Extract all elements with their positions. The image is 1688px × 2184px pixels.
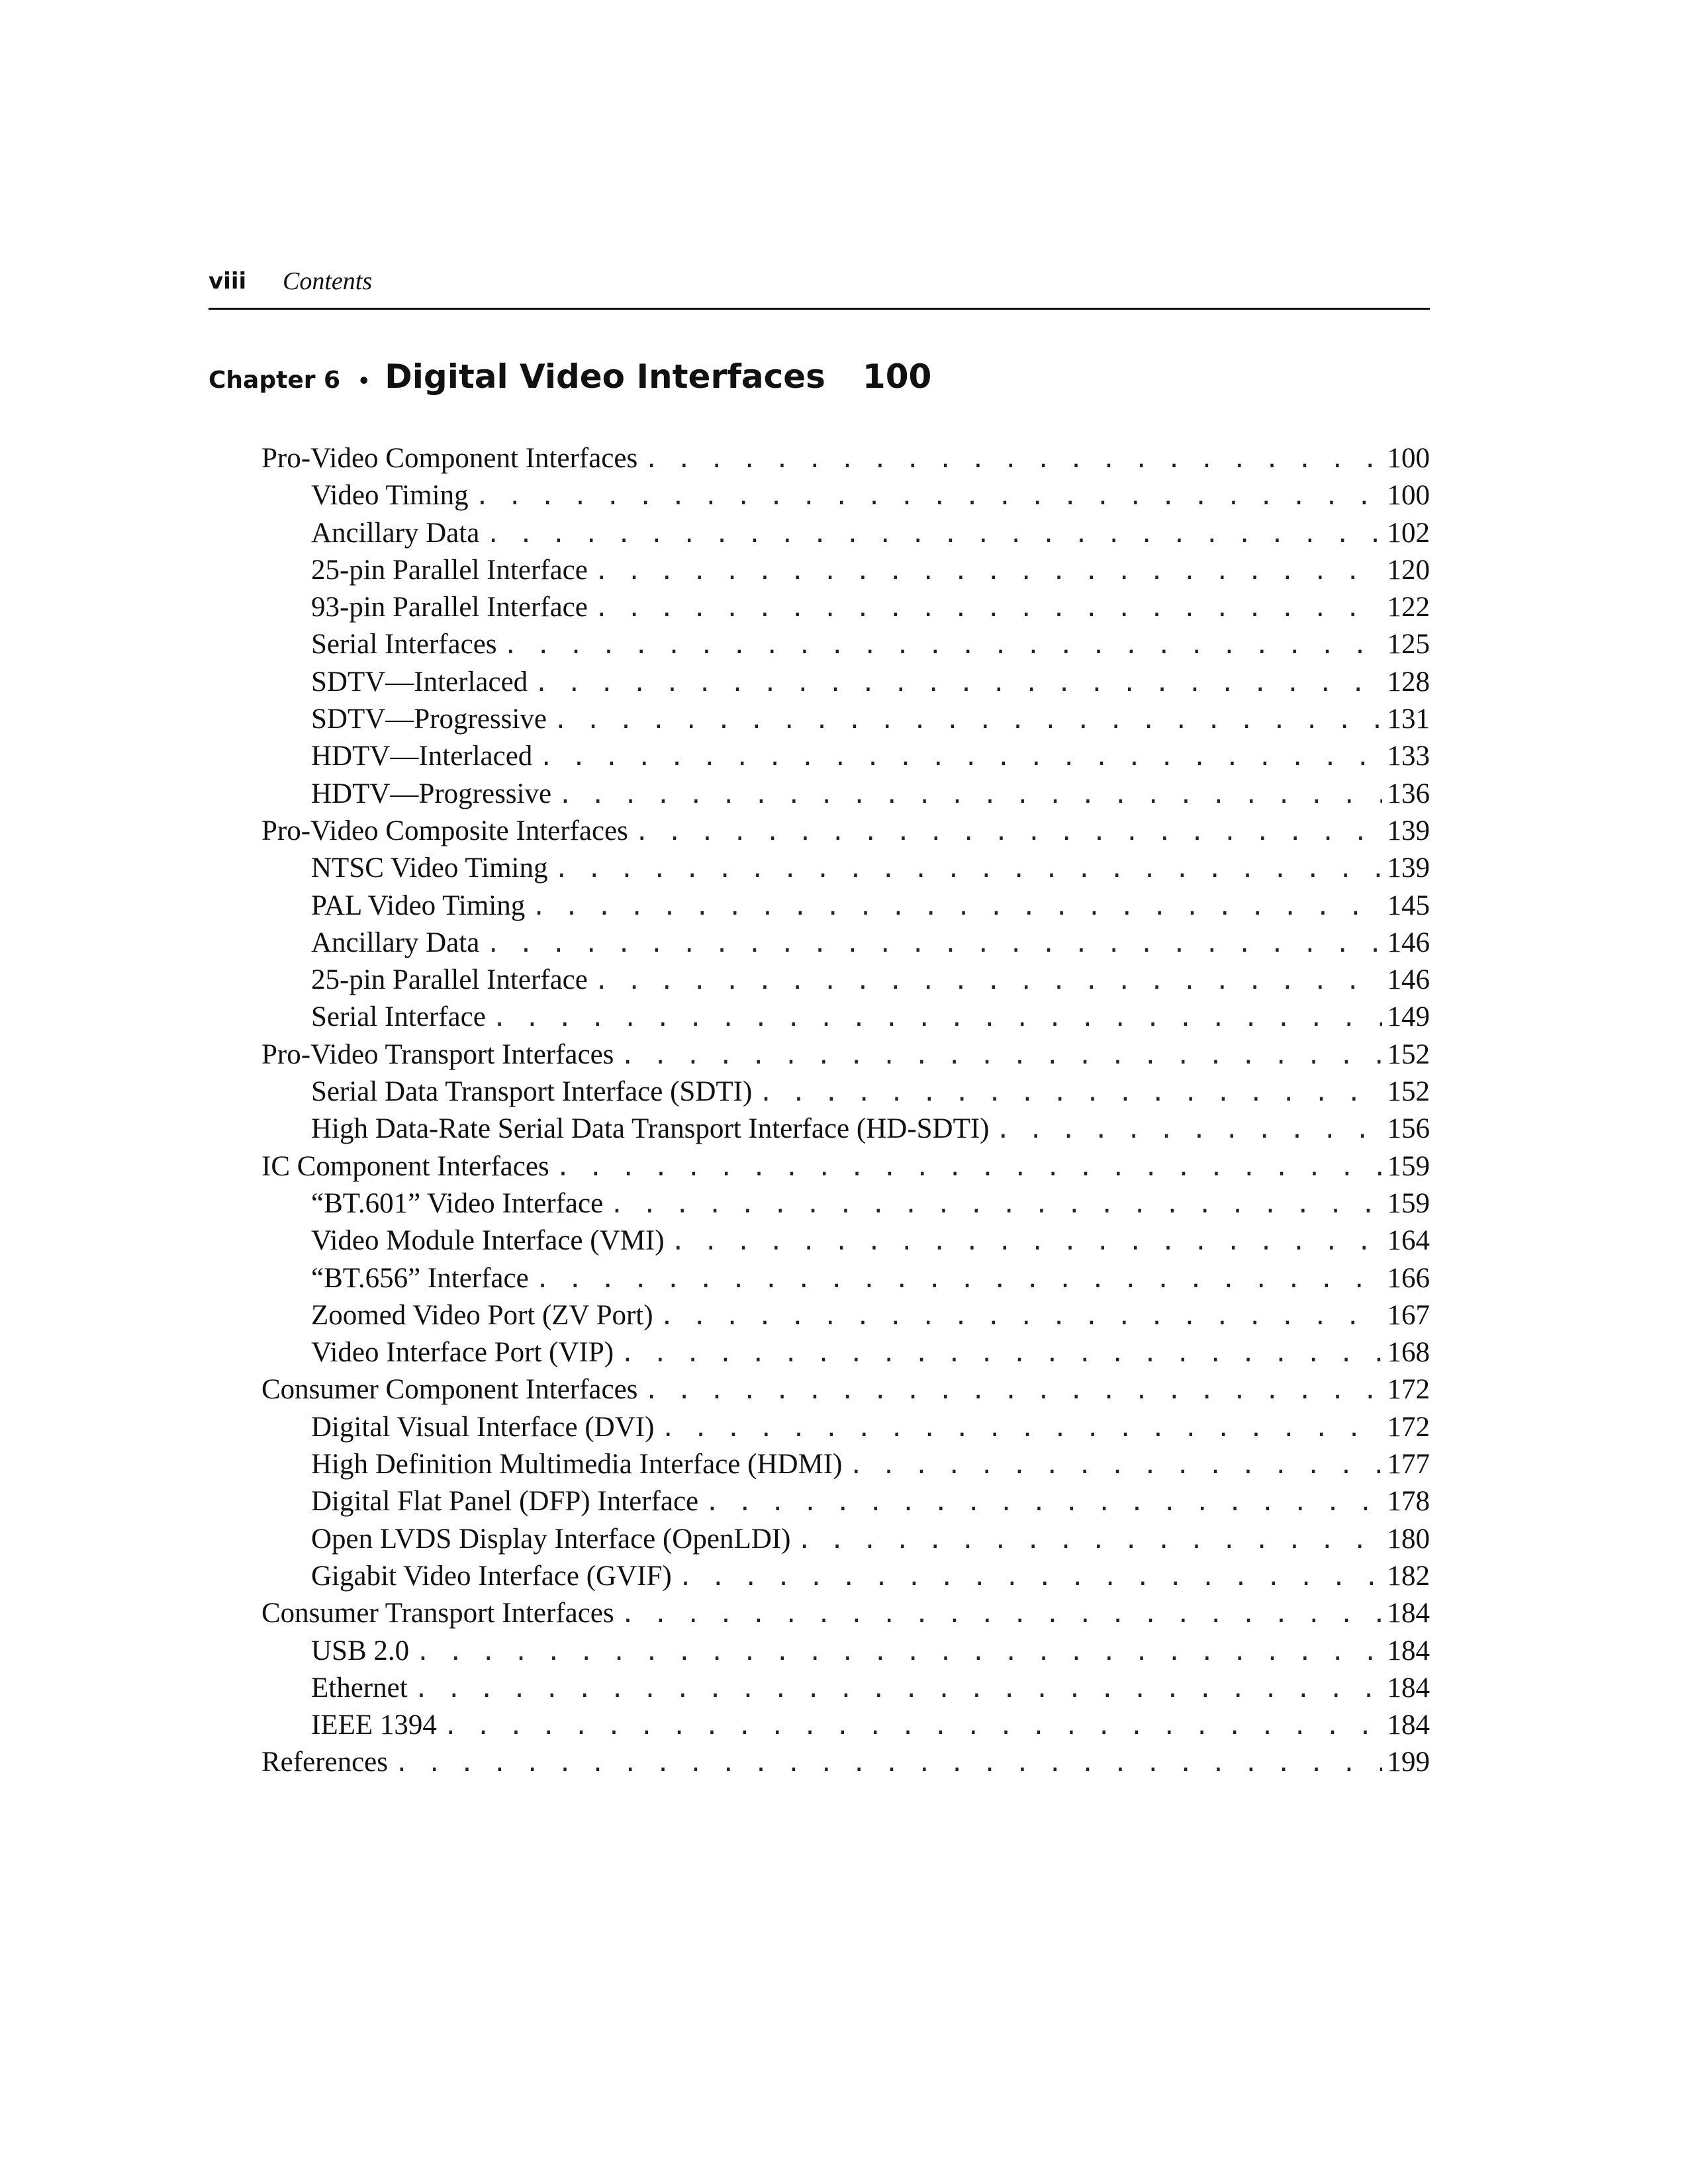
dot-leader bbox=[759, 1075, 1382, 1111]
toc-entry-title: HDTV—Progressive bbox=[311, 778, 552, 809]
toc-subsection-entry bbox=[261, 1185, 1430, 1222]
chapter-bullet: • bbox=[357, 370, 371, 393]
toc-entry-title: Video Timing bbox=[311, 480, 469, 512]
chapter-heading bbox=[209, 357, 931, 410]
toc-entry-title: 93-pin Parallel Interface bbox=[311, 592, 588, 623]
toc-entry-title: References bbox=[261, 1747, 388, 1778]
toc-subsection-entry bbox=[261, 1222, 1430, 1259]
toc-entry-page: 125 bbox=[1387, 629, 1430, 660]
toc-entry-title: High Data-Rate Serial Data Transport Interface (HD-SDTI) bbox=[311, 1113, 990, 1145]
chapter-title: Digital Video Interfaces bbox=[385, 357, 825, 396]
toc-entry-title: SDTV—Progressive bbox=[311, 704, 547, 735]
toc-entry-title: Serial Interfaces bbox=[311, 629, 497, 660]
toc-entry-page: 177 bbox=[1387, 1449, 1430, 1480]
toc-entry-title: Serial Interface bbox=[311, 1001, 486, 1033]
toc-section-entry bbox=[261, 813, 1430, 850]
toc-subsection-entry bbox=[261, 1558, 1430, 1595]
toc-subsection-entry bbox=[261, 999, 1430, 1036]
toc-subsection-entry bbox=[261, 1521, 1430, 1558]
dot-leader bbox=[594, 590, 1382, 626]
toc-subsection-entry bbox=[261, 515, 1430, 552]
dot-leader bbox=[444, 1708, 1382, 1744]
toc-section-entry bbox=[261, 1371, 1430, 1408]
toc-entry-title: SDTV—Interlaced bbox=[311, 666, 528, 698]
toc-entry-page: 182 bbox=[1387, 1560, 1430, 1592]
toc-entry-page: 136 bbox=[1387, 778, 1430, 809]
toc-entry-title: Serial Data Transport Interface (SDTI) bbox=[311, 1076, 753, 1108]
toc-subsection-entry bbox=[261, 850, 1430, 887]
toc-entry-title: HDTV—Interlaced bbox=[311, 741, 533, 772]
toc-subsection-entry bbox=[261, 1446, 1430, 1483]
chapter-label: Chapter 6 bbox=[209, 367, 341, 394]
toc-section-entry bbox=[261, 1036, 1430, 1073]
toc-entry-page: 100 bbox=[1387, 480, 1430, 512]
toc-entry-page: 149 bbox=[1387, 1001, 1430, 1033]
toc-subsection-entry bbox=[261, 1707, 1430, 1744]
table-of-contents bbox=[261, 440, 1430, 1782]
toc-entry-page: 172 bbox=[1387, 1374, 1430, 1406]
page-header bbox=[209, 261, 1430, 310]
toc-entry-title: Digital Visual Interface (DVI) bbox=[311, 1411, 655, 1443]
toc-entry-page: 102 bbox=[1387, 517, 1430, 549]
dot-leader bbox=[797, 1522, 1382, 1558]
toc-entry-page: 128 bbox=[1387, 666, 1430, 698]
toc-entry-page: 168 bbox=[1387, 1337, 1430, 1369]
toc-entry-page: 180 bbox=[1387, 1523, 1430, 1555]
dot-leader bbox=[660, 1298, 1382, 1334]
toc-subsection-entry bbox=[261, 477, 1430, 514]
toc-entry-title: Consumer Transport Interfaces bbox=[261, 1598, 614, 1629]
dot-leader bbox=[486, 926, 1382, 962]
toc-entry-page: 199 bbox=[1387, 1747, 1430, 1778]
toc-subsection-entry bbox=[261, 1483, 1430, 1520]
toc-subsection-entry bbox=[261, 1633, 1430, 1670]
toc-entry-title: 25-pin Parallel Interface bbox=[311, 554, 588, 586]
toc-entry-title: NTSC Video Timing bbox=[311, 852, 548, 884]
toc-entry-page: 166 bbox=[1387, 1262, 1430, 1294]
toc-entry-page: 152 bbox=[1387, 1038, 1430, 1070]
toc-entry-title: Video Module Interface (VMI) bbox=[311, 1225, 665, 1257]
toc-entry-page: 145 bbox=[1387, 889, 1430, 921]
toc-entry-page: 139 bbox=[1387, 852, 1430, 884]
dot-leader bbox=[554, 851, 1382, 887]
dot-leader bbox=[705, 1484, 1382, 1520]
toc-entry-page: 178 bbox=[1387, 1486, 1430, 1518]
toc-entry-title: Zoomed Video Port (ZV Port) bbox=[311, 1299, 653, 1331]
toc-entry-page: 164 bbox=[1387, 1225, 1430, 1257]
toc-entry-page: 159 bbox=[1387, 1187, 1430, 1219]
dot-leader bbox=[486, 516, 1382, 552]
chapter-page-number: 100 bbox=[862, 357, 932, 396]
toc-entry-title: Gigabit Video Interface (GVIF) bbox=[311, 1560, 672, 1592]
dot-leader bbox=[849, 1447, 1382, 1483]
dot-leader bbox=[395, 1745, 1382, 1781]
dot-leader bbox=[661, 1410, 1382, 1446]
dot-leader bbox=[536, 1261, 1382, 1297]
dot-leader bbox=[414, 1671, 1382, 1707]
toc-entry-title: Video Interface Port (VIP) bbox=[311, 1337, 614, 1369]
toc-subsection-entry bbox=[261, 1111, 1430, 1148]
dot-leader bbox=[671, 1224, 1382, 1259]
toc-entry-title: USB 2.0 bbox=[311, 1635, 410, 1666]
dot-leader bbox=[621, 1596, 1382, 1632]
toc-entry-page: 146 bbox=[1387, 964, 1430, 996]
toc-subsection-entry bbox=[261, 776, 1430, 813]
toc-subsection-entry bbox=[261, 738, 1430, 775]
dot-leader bbox=[532, 889, 1382, 925]
toc-entry-title: Open LVDS Display Interface (OpenLDI) bbox=[311, 1523, 791, 1555]
toc-subsection-entry bbox=[261, 1409, 1430, 1446]
toc-entry-page: 184 bbox=[1387, 1598, 1430, 1629]
dot-leader bbox=[635, 814, 1382, 850]
toc-entry-page: 184 bbox=[1387, 1709, 1430, 1741]
toc-entry-title: Digital Flat Panel (DFP) Interface bbox=[311, 1486, 699, 1518]
dot-leader bbox=[553, 702, 1382, 738]
toc-subsection-entry bbox=[261, 925, 1430, 962]
dot-leader bbox=[539, 739, 1382, 775]
toc-entry-page: 146 bbox=[1387, 927, 1430, 958]
toc-entry-page: 139 bbox=[1387, 815, 1430, 846]
dot-leader bbox=[556, 1150, 1382, 1185]
toc-subsection-entry bbox=[261, 589, 1430, 626]
dot-leader bbox=[644, 1373, 1382, 1408]
toc-subsection-entry bbox=[261, 701, 1430, 738]
toc-entry-page: 100 bbox=[1387, 443, 1430, 474]
dot-leader bbox=[610, 1187, 1382, 1222]
toc-entry-title: Pro-Video Composite Interfaces bbox=[261, 815, 628, 846]
toc-entry-page: 133 bbox=[1387, 741, 1430, 772]
toc-subsection-entry bbox=[261, 664, 1430, 701]
toc-subsection-entry bbox=[261, 962, 1430, 999]
toc-entry-title: “BT.656” Interface bbox=[311, 1262, 529, 1294]
toc-entry-title: 25-pin Parallel Interface bbox=[311, 964, 588, 996]
toc-entry-title: “BT.601” Video Interface bbox=[311, 1187, 604, 1219]
dot-leader bbox=[475, 478, 1382, 514]
toc-section-entry bbox=[261, 1148, 1430, 1185]
dot-leader bbox=[594, 553, 1382, 589]
toc-section-entry bbox=[261, 1595, 1430, 1632]
toc-entry-page: 167 bbox=[1387, 1299, 1430, 1331]
dot-leader bbox=[996, 1112, 1382, 1148]
toc-section-entry bbox=[261, 440, 1430, 477]
dot-leader bbox=[534, 665, 1382, 701]
toc-entry-title: Pro-Video Component Interfaces bbox=[261, 443, 638, 474]
toc-entry-page: 172 bbox=[1387, 1411, 1430, 1443]
toc-entry-page: 184 bbox=[1387, 1672, 1430, 1704]
toc-entry-page: 131 bbox=[1387, 704, 1430, 735]
toc-entry-title: Ancillary Data bbox=[311, 927, 480, 958]
toc-entry-page: 120 bbox=[1387, 554, 1430, 586]
toc-entry-title: Pro-Video Transport Interfaces bbox=[261, 1038, 614, 1070]
toc-subsection-entry bbox=[261, 1073, 1430, 1111]
toc-entry-page: 184 bbox=[1387, 1635, 1430, 1666]
toc-entry-page: 122 bbox=[1387, 592, 1430, 623]
toc-entry-title: Ethernet bbox=[311, 1672, 408, 1704]
toc-subsection-entry bbox=[261, 552, 1430, 589]
dot-leader bbox=[558, 777, 1382, 813]
toc-subsection-entry bbox=[261, 1334, 1430, 1371]
dot-leader bbox=[620, 1038, 1382, 1073]
toc-entry-title: High Definition Multimedia Interface (HDMI) bbox=[311, 1449, 843, 1480]
toc-subsection-entry bbox=[261, 626, 1430, 663]
toc-subsection-entry bbox=[261, 887, 1430, 925]
toc-entry-title: Consumer Component Interfaces bbox=[261, 1374, 638, 1406]
toc-subsection-entry bbox=[261, 1670, 1430, 1707]
toc-entry-title: PAL Video Timing bbox=[311, 889, 526, 921]
toc-section-entry bbox=[261, 1744, 1430, 1781]
toc-subsection-entry bbox=[261, 1260, 1430, 1297]
dot-leader bbox=[416, 1634, 1382, 1670]
dot-leader bbox=[644, 441, 1382, 477]
toc-entry-title: Ancillary Data bbox=[311, 517, 480, 549]
toc-entry-title: IEEE 1394 bbox=[311, 1709, 437, 1741]
toc-entry-page: 159 bbox=[1387, 1150, 1430, 1182]
toc-entry-page: 152 bbox=[1387, 1076, 1430, 1108]
toc-entry-title: IC Component Interfaces bbox=[261, 1150, 549, 1182]
page-number: viii bbox=[209, 268, 247, 295]
dot-leader bbox=[504, 627, 1382, 663]
dot-leader bbox=[679, 1559, 1382, 1595]
dot-leader bbox=[594, 963, 1382, 999]
running-head: Contents bbox=[283, 267, 373, 295]
toc-entry-page: 156 bbox=[1387, 1113, 1430, 1145]
dot-leader bbox=[620, 1336, 1382, 1371]
toc-subsection-entry bbox=[261, 1297, 1430, 1334]
dot-leader bbox=[492, 1000, 1382, 1036]
